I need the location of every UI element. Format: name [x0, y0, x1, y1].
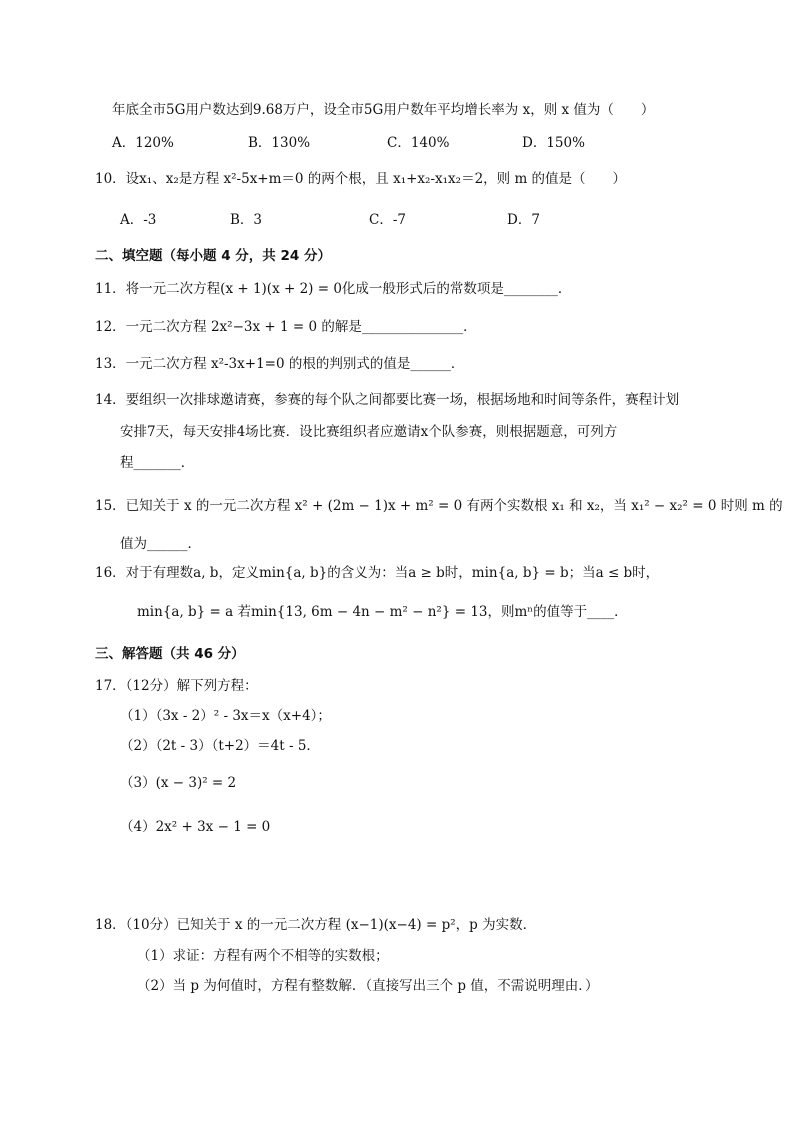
- question-10: 10．设x₁、x₂是方程 x²-5x+m＝0 的两个根，且 x₁+x₂-x₁x₂＝2，则 m 的值是（ ）: [95, 171, 627, 187]
- question-18-part-2: （2）当 p 为何值时，方程有整数解．（直接写出三个 p 值，不需说明理由．）: [137, 978, 599, 994]
- question-17-part-4: （4）2x² + 3x − 1 = 0: [120, 819, 271, 835]
- question-16-line-1: 16．对于有理数a, b，定义min{a, b}的含义为：当a ≥ b时，min{a, b} = b；当a ≤ b时，: [95, 565, 660, 581]
- question-17-part-3: （3）(x − 3)² = 2: [120, 775, 237, 791]
- question-13: 13．一元二次方程 x²-3x+1=0 的根的判别式的值是______．: [95, 356, 465, 372]
- question-14-line-1: 14．要组织一次排球邀请赛，参赛的每个队之间都要比赛一场，根据场地和时间等条件，赛程计划: [95, 392, 680, 408]
- question-11: 11．将一元二次方程(x + 1)(x + 2) = 0化成一般形式后的常数项是________．: [95, 281, 572, 297]
- question-15-line-2: 值为______．: [120, 536, 201, 552]
- option-c: C．-7: [369, 212, 406, 228]
- option-a: A．-3: [120, 212, 157, 228]
- section-answer-title: 三、解答题（共 46 分）: [95, 646, 245, 662]
- question-9-tail: 年底全市5G用户数达到9.68万户，设全市5G用户数年平均增长率为 x，则 x 值为（ ）: [112, 102, 655, 118]
- option-d: D．7: [507, 212, 540, 228]
- question-14-line-2: 安排7天，每天安排4场比赛．设比赛组织者应邀请x个队参赛，则根据题意，可列方: [120, 424, 618, 440]
- option-a: A．120%: [112, 135, 174, 151]
- question-18: 18．（10分）已知关于 x 的一元二次方程 (x−1)(x−4) = p²，p 为实数．: [95, 917, 537, 933]
- question-17: 17．（12分）解下列方程：: [95, 678, 258, 694]
- question-16-line-2: min{a, b} = a 若min{13, 6m − 4n − m² − n²} = 13，则mⁿ的值等于____．: [137, 604, 628, 620]
- question-17-part-2: （2）（2t - 3）（t+2）＝4t - 5．: [120, 738, 320, 754]
- option-b: B．3: [230, 212, 263, 228]
- option-b: B．130%: [248, 135, 311, 151]
- question-17-part-1: （1）（3x - 2）² - 3x＝x（x+4）；: [120, 708, 331, 724]
- question-18-part-1: （1）求证：方程有两个不相等的实数根；: [137, 948, 389, 964]
- question-14-line-3: 程_______．: [120, 455, 195, 471]
- option-c: C．140%: [387, 135, 450, 151]
- option-d: D．150%: [522, 135, 585, 151]
- question-12: 12．一元二次方程 2x²−3x + 1 = 0 的解是_______________．: [95, 319, 477, 335]
- question-15-line-1: 15．已知关于 x 的一元二次方程 x² + (2m − 1)x + m² = 0 有两个实数根 x₁ 和 x₂，当 x₁² − x₂² = 0 时则 m 的: [95, 498, 783, 514]
- section-fill-in-title: 二、填空题（每小题 4 分，共 24 分）: [95, 248, 331, 264]
